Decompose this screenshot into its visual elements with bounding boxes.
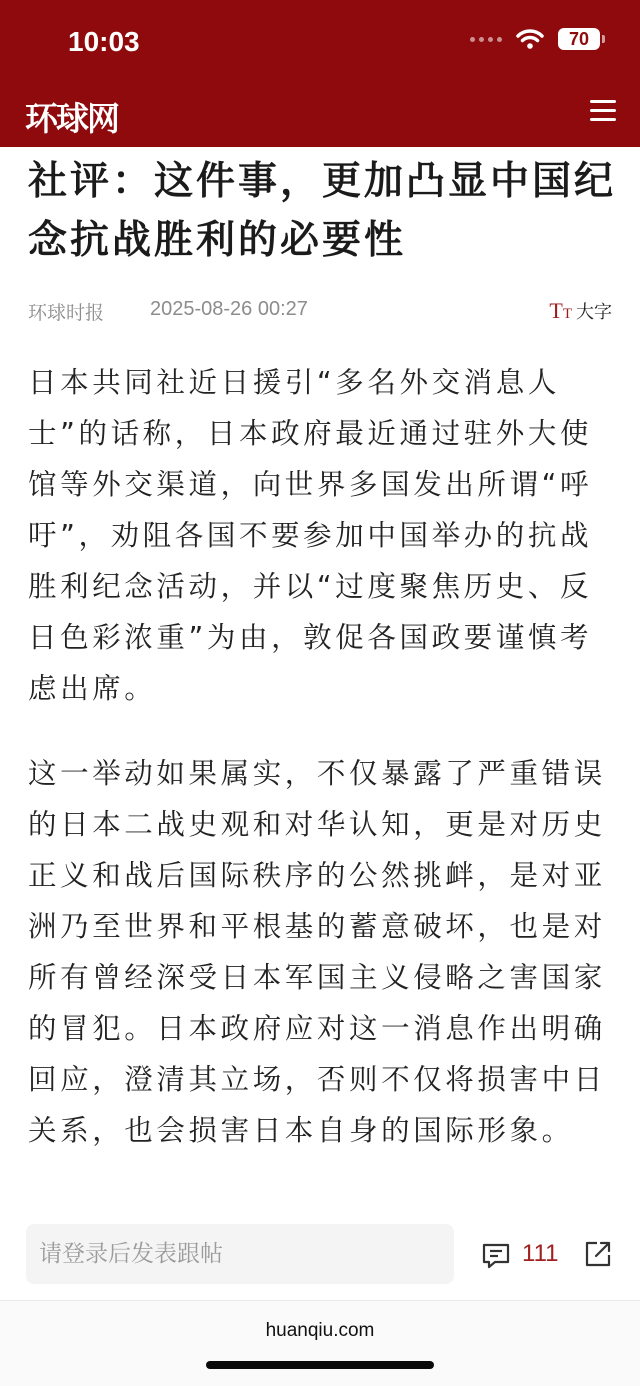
article-source[interactable]: 环球时报 bbox=[28, 302, 105, 324]
article-date: 2025-08-26 00:27 bbox=[150, 298, 308, 320]
status-icons bbox=[470, 28, 600, 50]
browser-url[interactable]: huanqiu.com bbox=[265, 1320, 375, 1341]
comment-icon[interactable] bbox=[480, 1240, 512, 1272]
article-paragraph: 日本共同社近日援引“多名外交消息人士”的话称，日本政府最近通过驻外大使馆等外交渠道，向世界多国发出所谓“呼吁”，劝阻各国不要参加中国举办的抗战胜利纪念活动，并以“过度聚焦历史、反日色彩浓重”为由，敦促各国政要谨慎考虑出席。 bbox=[28, 366, 593, 705]
font-size-icon: TT bbox=[549, 298, 572, 323]
comment-input[interactable]: 请登录后发表跟帖 bbox=[26, 1224, 454, 1284]
wifi-icon bbox=[516, 28, 544, 50]
article-meta bbox=[28, 298, 612, 324]
share-icon[interactable] bbox=[582, 1238, 614, 1270]
article-title: 社评：这件事，更加凸显中国纪念抗战胜利的必要性 bbox=[28, 159, 617, 263]
browser-url-bar[interactable] bbox=[0, 1300, 640, 1386]
home-indicator[interactable] bbox=[206, 1361, 434, 1369]
battery-indicator: 70 bbox=[558, 28, 600, 50]
site-logo[interactable]: 环球网 bbox=[25, 99, 118, 138]
comment-count[interactable]: 111 bbox=[522, 1240, 559, 1267]
article-paragraph: 这一举动如果属实，不仅暴露了严重错误的日本二战史观和对华认知，更是对历史正义和战后国际秩序的公然挑衅，是对亚洲乃至世界和平根基的蓄意破坏，也是对所有曾经深受日本军国主义侵略之害国家的冒犯。日本政府应对这一消息作出明确回应，澄清其立场，否则不仅将损害中日关系，也会损害日本自身的国际形象。 bbox=[28, 757, 606, 1147]
font-size-toggle[interactable] bbox=[549, 298, 612, 324]
font-size-label: 大字 bbox=[576, 302, 612, 323]
hamburger-menu-icon[interactable] bbox=[590, 98, 616, 124]
signal-dots-icon bbox=[470, 37, 502, 42]
top-bar bbox=[0, 0, 640, 147]
status-time: 10:03 bbox=[68, 26, 140, 57]
